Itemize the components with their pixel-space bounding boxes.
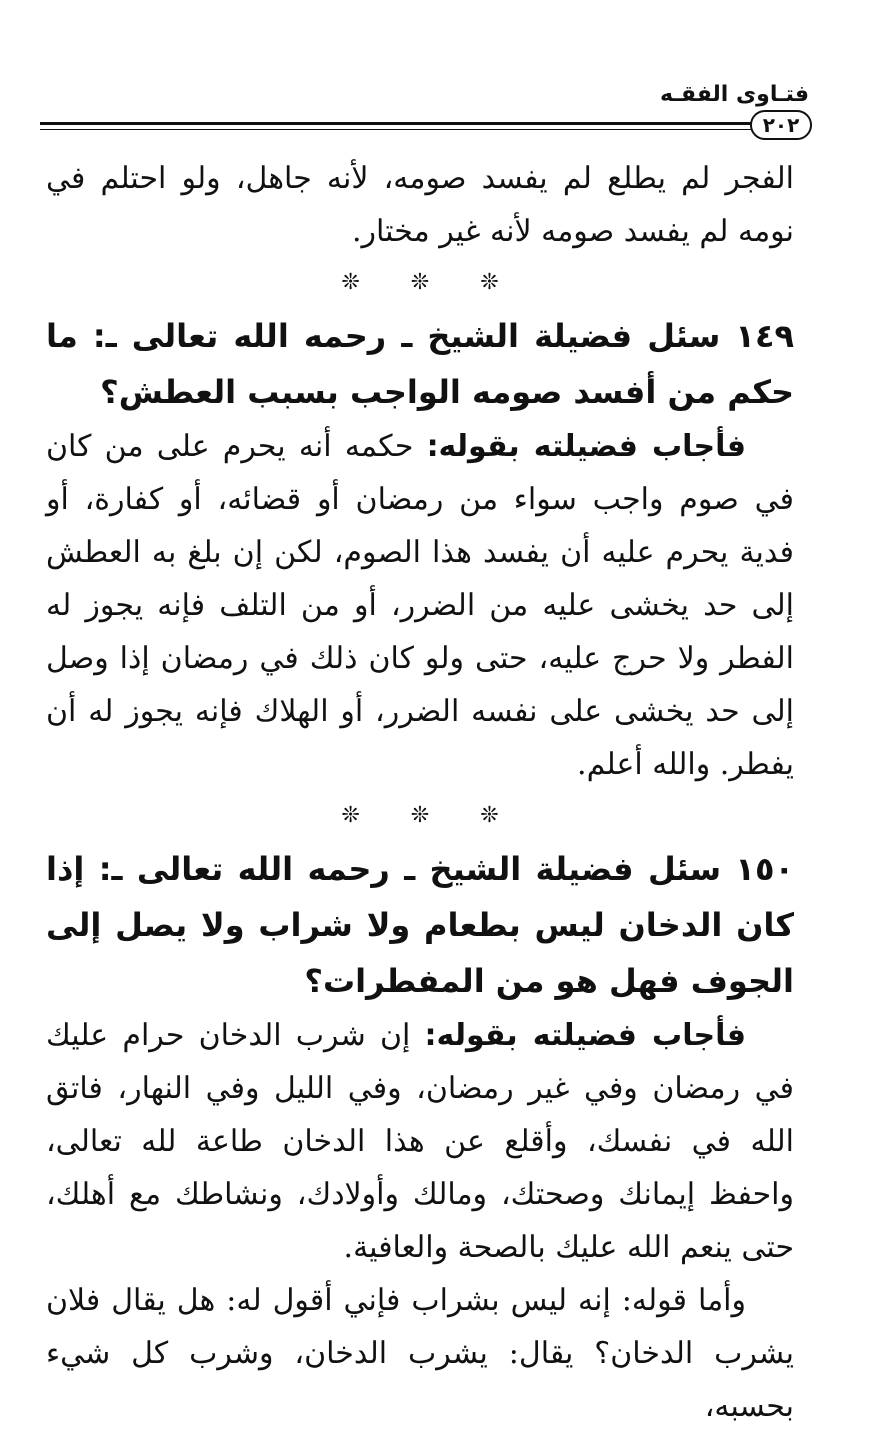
separator-star-icon: ❊ [341, 803, 360, 828]
answer-lead: فأجاب فضيلته بقوله: [426, 429, 746, 464]
answer-text: حكمه أنه يحرم على من كان في صوم واجب سواء من رمضان أو قضائه، أو كفارة، أو فدية يحرم عليه أن يفسد هذا الصوم، لكن إن بلغ به العطش إلى حد يخشى عليه من الضرر، أو من التلف فإنه يجوز له الفطر ولا حرج عليه، حتى ولو كان ذلك في رمضان إذا وصل إلى حد يخشى على نفسه الضرر، أو الهلاك فإنه يجوز له أن يفطر. والله أعلم. [46, 429, 794, 782]
answer-text: إن شرب الدخان حرام عليك في رمضان وفي غير رمضان، وفي الليل وفي النهار، فاتق الله في نفسك، وأقلع عن هذا الدخان طاعة لله تعالى، واحفظ إيمانك وصحتك، ومالك وأولادك، ونشاطك مع أهلك، حتى ينعم الله عليك بالصحة والعافية. [46, 1018, 794, 1265]
section-separator [46, 791, 794, 841]
question-150: ١٥٠ سئل فضيلة الشيخ ـ رحمه الله تعالى ـ: إذا كان الدخان ليس بطعام ولا شراب ولا يصل إلى الجوف فهل هو من المفطرات؟ [46, 850, 794, 1000]
separator-star-icon: ❊ [410, 803, 430, 828]
answer-lead: فأجاب فضيلته بقوله: [424, 1018, 746, 1053]
separator-star-icon: ❊ [341, 270, 360, 295]
header-rule-thin [40, 129, 752, 130]
header-rule-thick [40, 122, 752, 125]
separator-star-icon: ❊ [480, 803, 499, 828]
section-separator [46, 258, 794, 308]
separator-star-icon: ❊ [480, 270, 499, 295]
separator-star-icon: ❊ [410, 270, 430, 295]
page-body [46, 152, 794, 1433]
paragraph-final: وأما قوله: إنه ليس بشراب فإني أقول له: هل يقال فلان يشرب الدخان؟ يقال: يشرب الدخان، وشرب كل شيء بحسبه، [46, 1283, 794, 1424]
paragraph-continuation: الفجر لم يطلع لم يفسد صومه، لأنه جاهل، ولو احتلم في نومه لم يفسد صومه لأنه غير مختار. [46, 161, 794, 249]
page-number: ٢٠٢ [750, 110, 812, 140]
answer-150 [46, 1009, 794, 1274]
running-title: فتـاوى الفقـه [660, 82, 809, 107]
answer-149 [46, 420, 794, 791]
question-149: ١٤٩ سئل فضيلة الشيخ ـ رحمه الله تعالى ـ: ما حكم من أفسد صومه الواجب بسبب العطش؟ [46, 317, 794, 411]
